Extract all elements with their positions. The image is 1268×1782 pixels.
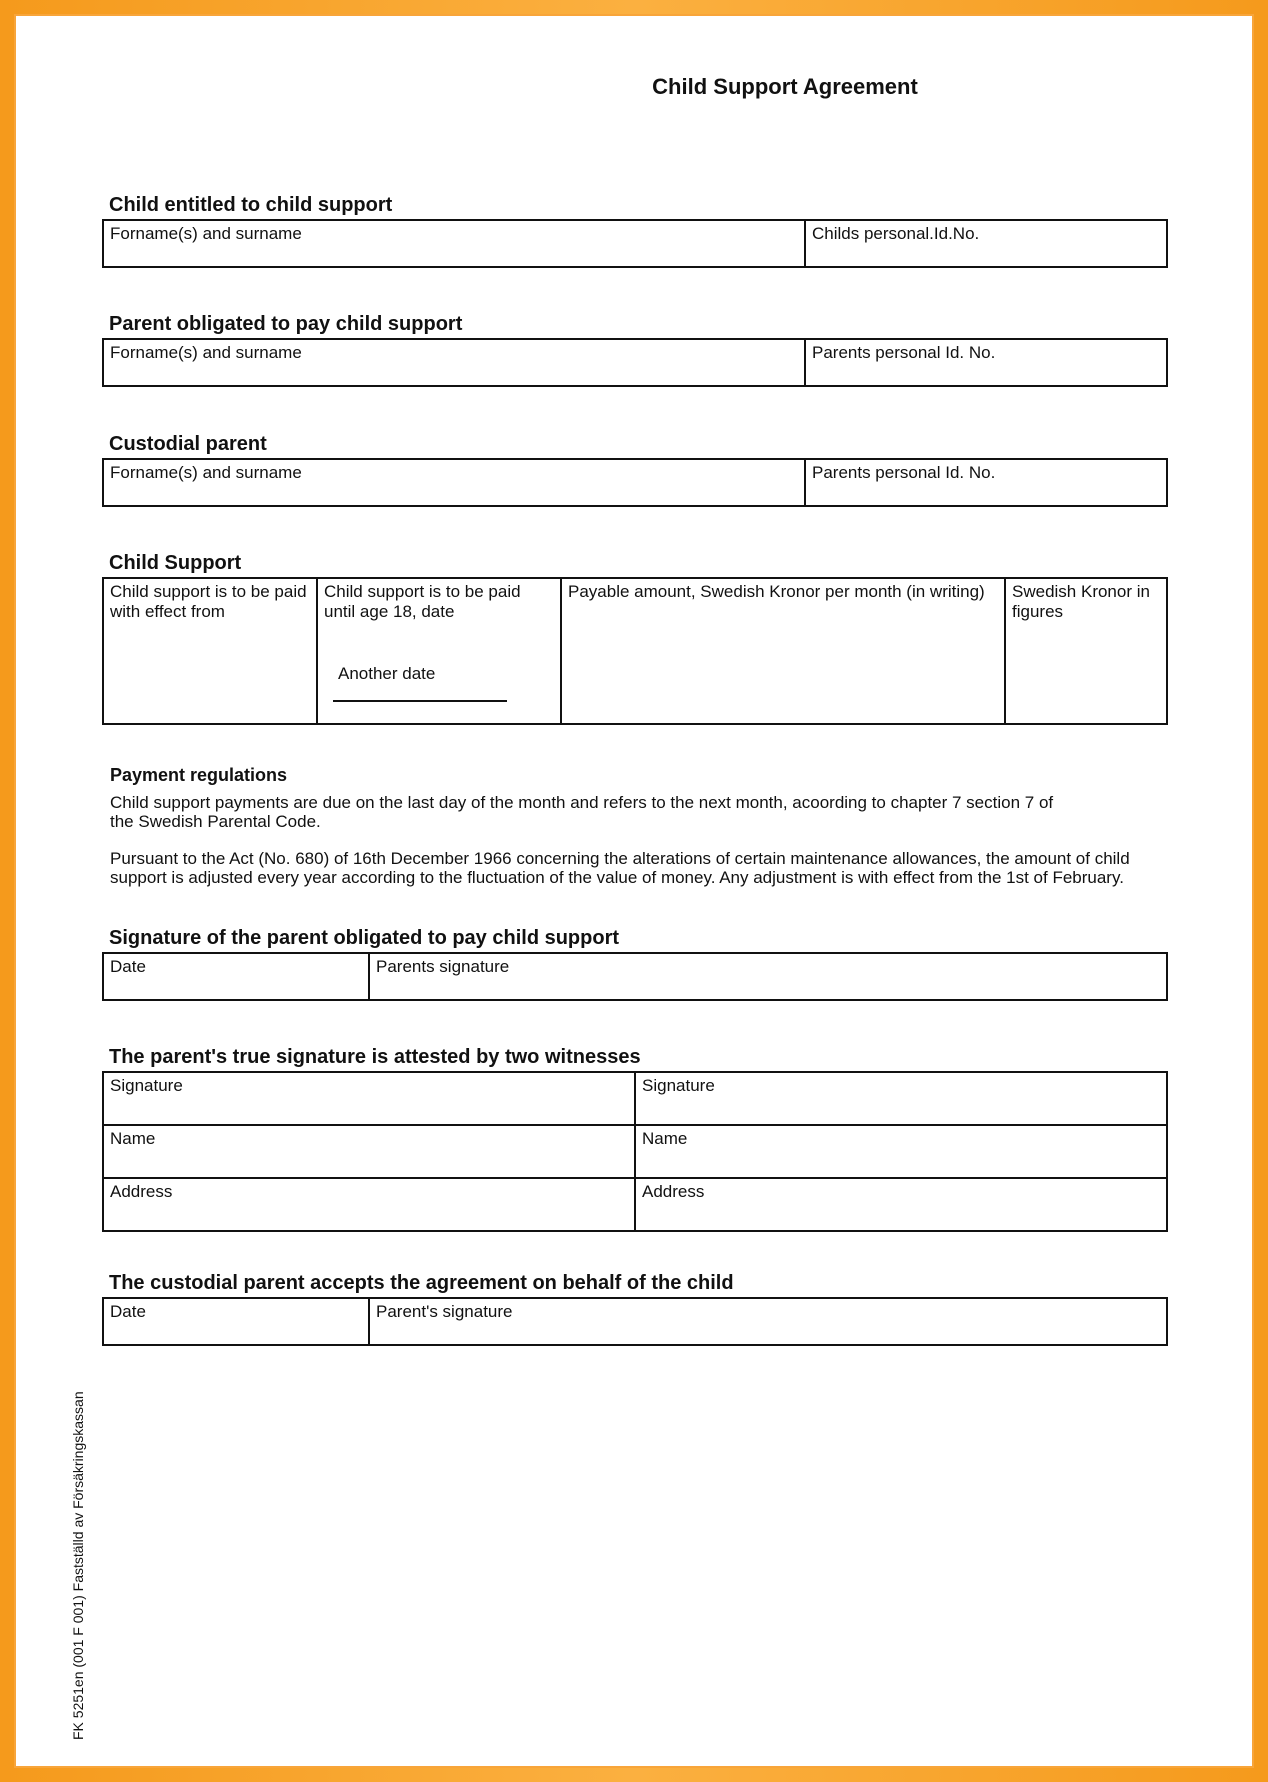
- child-heading: Child entitled to child support: [109, 194, 393, 216]
- payer-signature-heading: Signature of the parent obligated to pay child support: [109, 927, 620, 949]
- custodial-table: [102, 458, 1168, 507]
- acceptance-signature-label: Parent's signature: [376, 1302, 513, 1321]
- payer-signature-table: [102, 952, 1168, 1001]
- acceptance-signature-field[interactable]: [369, 1298, 1167, 1345]
- witness-1-address-label: Address: [110, 1182, 173, 1201]
- payer-signature-date-field[interactable]: [103, 953, 369, 1000]
- child-id-label: Childs personal.Id.No.: [812, 224, 980, 243]
- witness-2-address-field[interactable]: [635, 1178, 1167, 1231]
- witness-1-name-label: Name: [110, 1129, 156, 1148]
- witness-2-address-label: Address: [642, 1182, 705, 1201]
- custodial-id-label: Parents personal Id. No.: [812, 463, 996, 482]
- witness-1-name-field[interactable]: [103, 1125, 635, 1178]
- document-title: Child Support Agreement: [652, 74, 918, 99]
- form-page: [14, 14, 1254, 1768]
- regulations-paragraph-2: Pursuant to the Act (No. 680) of 16th December 1966 concerning the alterations of certain maintenance allowances, the amount of child support is adjusted every year according to the fluctuation of the value of money. Any adjustment is with effect from the 1st of February.: [110, 849, 1130, 887]
- regulations-heading: Payment regulations: [110, 765, 288, 785]
- child-name-field[interactable]: [103, 220, 805, 267]
- custodial-name-label: Forname(s) and surname: [110, 463, 302, 482]
- custodial-id-field[interactable]: [805, 459, 1167, 506]
- payer-name-field[interactable]: [103, 339, 805, 386]
- child-name-label: Forname(s) and surname: [110, 224, 302, 243]
- witness-2-name-label: Name: [642, 1129, 688, 1148]
- acceptance-date-label: Date: [110, 1302, 146, 1321]
- custodial-name-field[interactable]: [103, 459, 805, 506]
- regulations-paragraph-1: Child support payments are due on the last day of the month and refers to the next month, acoording to chapter 7 section 7 of the Swedish Parental Code.: [110, 793, 1054, 831]
- witnesses-table: [102, 1071, 1168, 1232]
- another-date-line[interactable]: [333, 700, 507, 702]
- acceptance-heading: The custodial parent accepts the agreement on behalf of the child: [109, 1272, 734, 1294]
- payer-id-field[interactable]: [805, 339, 1167, 386]
- acceptance-date-field[interactable]: [103, 1298, 369, 1345]
- another-date-label: Another date: [338, 664, 436, 683]
- payer-signature-label: Parents signature: [376, 957, 510, 976]
- payer-signature-field[interactable]: [369, 953, 1167, 1000]
- payer-heading: Parent obligated to pay child support: [109, 313, 463, 335]
- child-id-field[interactable]: [805, 220, 1167, 267]
- custodial-heading: Custodial parent: [109, 433, 267, 455]
- payer-table: [102, 338, 1168, 387]
- amount-figures-label: Swedish Kronor in figures: [1012, 582, 1150, 621]
- effect-from-field[interactable]: [103, 578, 317, 724]
- amount-words-label: Payable amount, Swedish Kronor per month (in writing): [568, 582, 985, 601]
- witness-1-signature-label: Signature: [110, 1076, 183, 1095]
- support-heading: Child Support: [109, 552, 242, 574]
- child-table: [102, 219, 1168, 268]
- amount-figures-field[interactable]: [1005, 578, 1167, 724]
- acceptance-table: [102, 1297, 1168, 1346]
- until-date-field[interactable]: [317, 578, 561, 724]
- payer-id-label: Parents personal Id. No.: [812, 343, 996, 362]
- witness-1-signature-field[interactable]: [103, 1072, 635, 1125]
- payer-name-label: Forname(s) and surname: [110, 343, 302, 362]
- form-code-side-note: FK 5251en (001 F 001) Fastställd av Försäkringskassan: [70, 1391, 86, 1740]
- witness-2-name-field[interactable]: [635, 1125, 1167, 1178]
- payer-signature-date-label: Date: [110, 957, 146, 976]
- amount-words-field[interactable]: [561, 578, 1005, 724]
- until-date-label: Child support is to be paid until age 18, date: [324, 582, 521, 621]
- witness-2-signature-field[interactable]: [635, 1072, 1167, 1125]
- effect-from-label: Child support is to be paid with effect from: [110, 582, 307, 621]
- support-table: [102, 577, 1168, 725]
- witnesses-heading: The parent's true signature is attested by two witnesses: [109, 1046, 641, 1068]
- witness-2-signature-label: Signature: [642, 1076, 715, 1095]
- witness-1-address-field[interactable]: [103, 1178, 635, 1231]
